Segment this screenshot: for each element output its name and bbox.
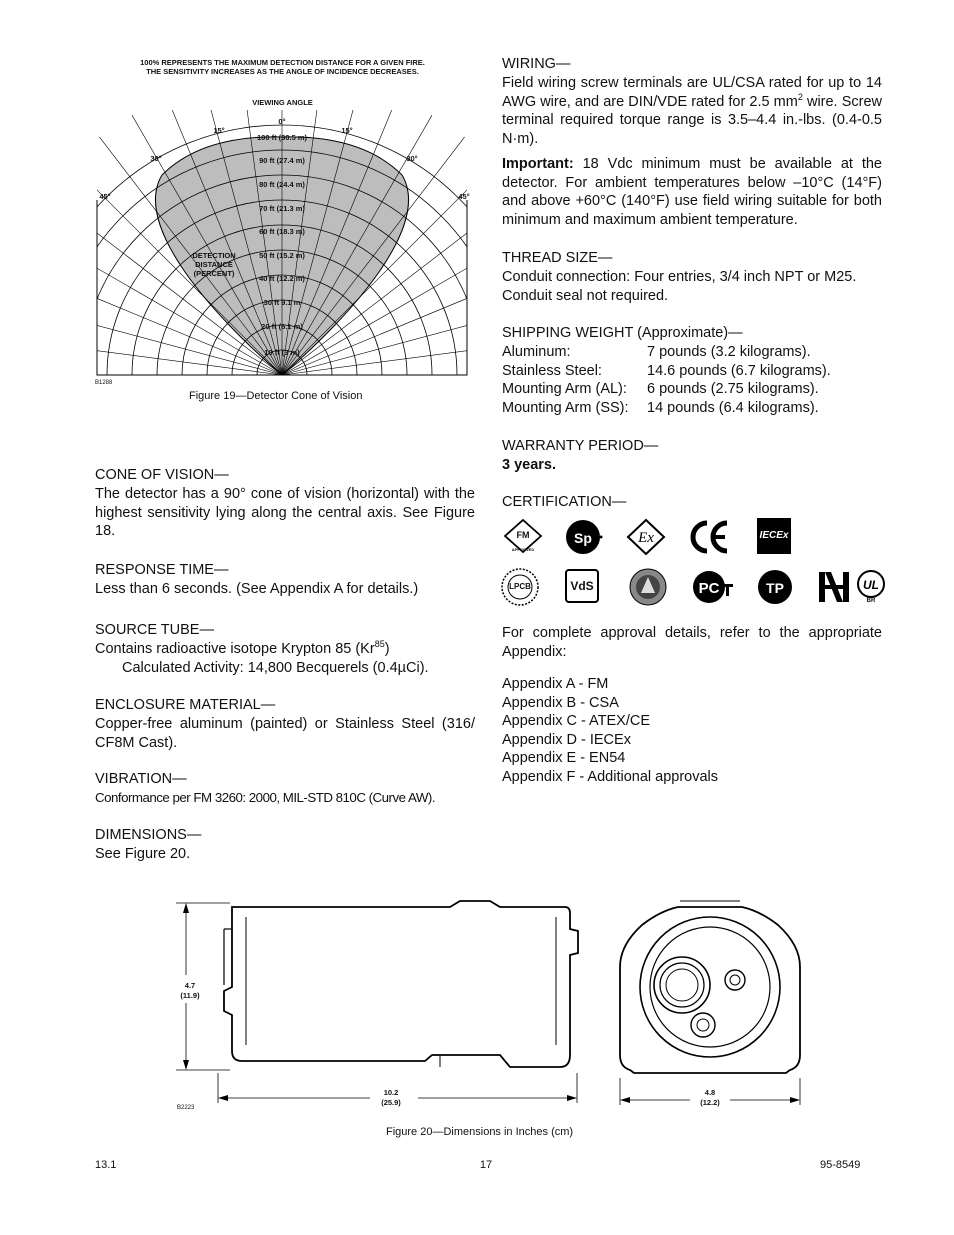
response-heading: RESPONSE TIME— [95, 562, 229, 578]
angle-45-right-label: 45° [458, 192, 470, 201]
enclosure-section [95, 696, 475, 752]
shipping-weight-section [502, 324, 882, 417]
fm-approved-logo: FM APPROVED [502, 517, 544, 555]
shipping-heading: SHIPPING WEIGHT (Approximate)— [502, 325, 743, 341]
tp-gost-logo [756, 567, 796, 607]
wiring-heading: WIRING— [502, 56, 571, 72]
ul-br-logo: UL BR [856, 569, 886, 609]
iecex-logo: IECEx [757, 518, 791, 554]
weights-table [502, 343, 882, 417]
approval-section [502, 624, 882, 661]
enclosure-text: Copper-free aluminum (painted) or Stainless Steel (316/ CF8M Cast). [95, 716, 475, 751]
certification-section [502, 493, 882, 512]
warranty-section [502, 437, 882, 475]
important-text: Important: 18 Vdc minimum must be available at the detector. For ambient temperatures below –10°C (14°F) and above +60°C (140°F) use field wiring suitable for both minimum and maximum ambient temperature. [502, 156, 882, 228]
source-tube-section [95, 621, 475, 677]
distance-label: 60 ft (18.3 m) [259, 227, 305, 236]
source-text: Contains radioactive isotope Krypton 85 (Kr$^{85}$) [95, 639, 390, 657]
length-inches-label: 10.2 [383, 1088, 399, 1097]
important-label: Important: [502, 156, 574, 172]
weight-key: Aluminum: [502, 344, 571, 360]
distance-label: 90 ft (27.4 m) [259, 156, 305, 165]
height-inches-label: 4.7 [184, 981, 196, 990]
appendix-item: Appendix A - FM [502, 676, 609, 692]
distance-label: 50 ft (15.2 m) [259, 251, 305, 260]
source-superscript: 85 [374, 639, 385, 650]
dim-figure-code: B2223 [177, 1105, 195, 1111]
distance-label: 40 ft (12.2 m) [259, 274, 305, 283]
ce-mark-logo [689, 519, 731, 555]
csa-logo [564, 517, 604, 557]
wiring-section [502, 55, 882, 148]
weight-value: 7 pounds (3.2 kilograms). [647, 344, 811, 360]
dimensions-section [95, 826, 475, 864]
source-heading: SOURCE TUBE— [95, 622, 214, 638]
important-section [502, 155, 882, 229]
vibration-heading: VIBRATION— [95, 771, 187, 787]
footer-version: 13.1 [95, 1159, 117, 1171]
appendix-item: Appendix C - ATEX/CE [502, 713, 651, 730]
dimensions-heading: DIMENSIONS— [95, 827, 202, 843]
weight-key: Stainless Steel: [502, 362, 602, 379]
angle-45-left-label: 45° [99, 192, 111, 201]
cert-heading: CERTIFICATION— [502, 494, 627, 510]
angle-30-right-label: 30° [406, 154, 418, 163]
cone-figure-code: B1288 [95, 380, 113, 386]
enclosure-heading: ENCLOSURE MATERIAL— [95, 697, 276, 713]
weight-key: Mounting Arm (SS): [502, 399, 629, 416]
cone-text: The detector has a 90° cone of vision (horizontal) with the highest sensitivity lying along the central axis. See Figure 18. [95, 486, 475, 540]
dim-figure-caption: Figure 20—Dimensions in Inches (cm) [386, 1126, 574, 1138]
warranty-heading: WARRANTY PERIOD— [502, 438, 659, 454]
footer-doc-number: 95-8549 [820, 1159, 861, 1171]
detection-distance-label: DETECTION DISTANCE (PERCENT) [192, 251, 236, 278]
angle-15-left-label: 15° [213, 126, 225, 135]
response-text: Less than 6 seconds. (See Appendix A for details.) [95, 581, 419, 597]
width-cm-label: (12.2) [700, 1098, 720, 1107]
wiring-text: Field wiring screw terminals are UL/CSA rated for up to 14 AWG wire, and are DIN/VDE rated for 2.5 $mm^2$ wire. Screw terminal required torque range is 3.5–4.4 in.-lbs. (0.4-0.5 N·m). [502, 75, 882, 147]
weight-value: 14.6 pounds (6.7 kilograms). [647, 362, 831, 379]
appendix-list [502, 675, 882, 787]
thread-text: Conduit connection: Four entries, 3/4 inch NPT or M25. Conduit seal not required. [502, 269, 857, 304]
cone-of-vision-diagram [90, 110, 475, 385]
height-cm-label: (11.9) [180, 991, 200, 1000]
svg-text:TP: TP [766, 580, 784, 596]
distance-label: 20 ft (6.1 m) [261, 322, 303, 331]
lpcb-logo: LPCB [500, 567, 540, 607]
length-cm-label: (25.9) [381, 1098, 401, 1107]
weight-key: Mounting Arm (AL): [502, 381, 627, 398]
angle-30-left-label: 30° [150, 154, 162, 163]
footer-page-number: 17 [479, 1159, 493, 1171]
weight-value: 6 pounds (2.75 kilograms). [647, 381, 819, 398]
dimensions-text: See Figure 20. [95, 846, 191, 862]
angle-15-right-label: 15° [341, 126, 353, 135]
vibration-section [95, 770, 475, 808]
appendix-item: Appendix B - CSA [502, 694, 619, 711]
thread-heading: THREAD SIZE— [502, 250, 613, 266]
cone-figure-note: 100% REPRESENTS THE MAXIMUM DETECTION DISTANCE FOR A GIVEN FIRE. THE SENSITIVITY INCREASES AS THE ANGLE OF INCIDENCE DECREASES. [140, 58, 425, 76]
viewing-angle-label: VIEWING ANGLE [252, 98, 313, 107]
ex-atex-logo [626, 518, 666, 556]
distance-label: 30 ft 9.1 m [263, 298, 301, 307]
pct-logo [692, 569, 734, 605]
cone-heading: CONE OF VISION— [95, 467, 229, 483]
vds-logo: VdS [565, 569, 599, 603]
cone-figure-caption: Figure 19—Detector Cone of Vision [189, 390, 363, 402]
warranty-value: 3 years. [502, 457, 557, 473]
cone-of-vision-section [95, 466, 475, 541]
distance-label: 10 ft (3 m) [264, 348, 300, 357]
distance-label: 80 ft (24.4 m) [259, 180, 305, 189]
angle-0-label: 0° [278, 117, 286, 126]
appendix-item: Appendix F - Additional approvals [502, 768, 719, 785]
svg-text:Sp: Sp [574, 530, 592, 546]
approval-text: For complete approval details, refer to the appropriate Appendix: [502, 625, 882, 660]
distance-label: 100 ft (30.5 m) [256, 133, 308, 142]
thread-size-section [502, 249, 882, 305]
source-activity: Calculated Activity: 14,800 Becquerels (0.4µCi). [122, 659, 429, 676]
svg-text:Ex: Ex [638, 530, 654, 546]
appendix-item: Appendix E - EN54 [502, 750, 626, 767]
svg-text:PC: PC [698, 580, 720, 597]
front-view-drawing [610, 895, 810, 1115]
svg-text:UL: UL [863, 578, 879, 592]
response-time-section [95, 561, 475, 599]
appendix-item: Appendix D - IECEx [502, 731, 631, 748]
inmetro-logo [818, 571, 850, 603]
vibration-text: Conformance per FM 3260: 2000, MIL-STD 810C (Curve AW). [95, 790, 436, 805]
width-inches-label: 4.8 [704, 1088, 716, 1097]
distance-label: 70 ft (21.3 m) [259, 204, 305, 213]
russian-cert-logo [628, 567, 668, 607]
wiring-superscript: 2 [797, 91, 803, 102]
weight-value: 14 pounds (6.4 kilograms). [647, 399, 819, 416]
